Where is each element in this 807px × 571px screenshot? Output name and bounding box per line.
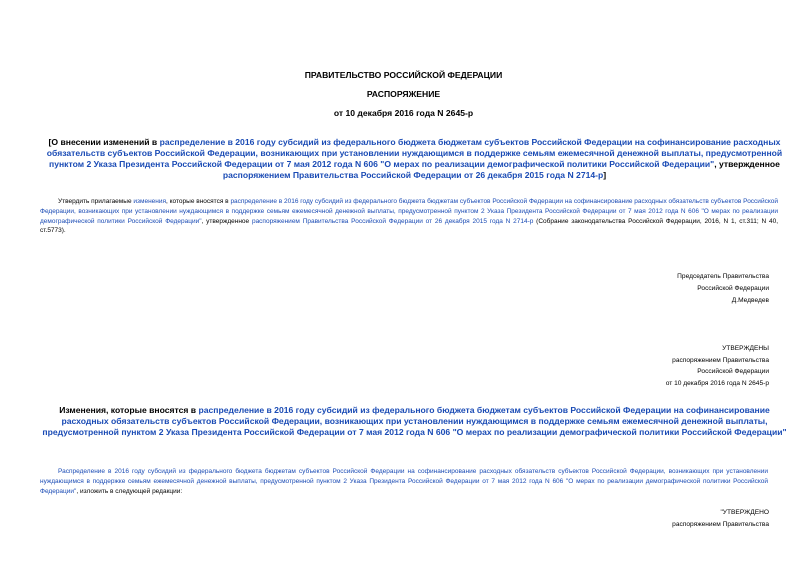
changes-title (38, 405, 791, 438)
para1-text-1: Утвердить прилагаемые (58, 198, 134, 205)
para1-text-3: , утвержденное (201, 217, 252, 225)
para1-link-order[interactable]: распоряжением Правительства Российской Федерации от 26 декабря 2015 года N 2714-р (251, 217, 534, 225)
para1-text-4: (Собрание законодательства Российской Федерации, 2016, N 1, ст.311; N 40, ст.5773). (40, 217, 778, 235)
document-type-heading: РАСПОРЯЖЕНИЕ (366, 89, 441, 99)
para2-text: , изложить в следующей редакции: (76, 487, 183, 495)
government-heading: ПРАВИТЕЛЬСТВО РОССИЙСКОЙ ФЕДЕРАЦИИ (304, 70, 503, 80)
changes-paragraph (40, 467, 768, 496)
main-paragraph (40, 197, 778, 236)
para1-link-distribution[interactable]: распределение в 2016 году субсидий из федерального бюджета бюджетам субъектов Российской Федерации на софинансирование расходных обязательств субъектов Российской Федерации, возникающих при установлении нуждающимся в поддержке семьям ежемесячной денежной выплаты, предусмотренной пунктом 2 Указа Президента Российской Федерации от 7 мая 2012 года N 606 "О мерах по реализации демографической политики Российской Федерации" (40, 198, 778, 225)
changes-title-prefix: Изменения, которые вносятся в (59, 405, 199, 415)
approved-country: Российской Федерации (697, 368, 769, 375)
approval-stamp (469, 343, 769, 389)
para2-link-distribution[interactable]: Распределение в 2016 году субсидий из федерального бюджета бюджетам субъектов Российской Федерации на софинансирование расходных обязательств субъектов Российской Федерации, возникающих при установлении нуждающимся в поддержке семьям ежемесячной денежной выплаты, предусмотренной пунктом 2 Указа Президента Российской Федерации от 7 мая 2012 года N 606 "О мерах по реализации демографической политики Российской Федерации" (40, 468, 768, 495)
approved-label: УТВЕРЖДЕНЫ (722, 345, 769, 352)
title-prefix: [О внесении изменений в (48, 137, 160, 147)
title-suffix: ] (603, 170, 607, 180)
signature-country: Российской Федерации (697, 285, 769, 292)
signature-block (469, 271, 769, 307)
para1-link-changes[interactable]: изменения (133, 198, 167, 205)
date-number-heading: от 10 декабря 2016 года N 2645-р (333, 108, 474, 118)
signature-name: Д.Медведев (731, 297, 769, 304)
approved-date: от 10 декабря 2016 года N 2645-р (665, 379, 769, 387)
title-link-order[interactable]: распоряжением Правительства Российской Федерации от 26 декабря 2015 года N 2714-р (222, 170, 604, 180)
approved2-label: "УТВЕРЖДЕНО (720, 509, 769, 516)
title-link-distribution[interactable]: распределение в 2016 году субсидий из федерального бюджета бюджетам субъектов Российской Федерации на софинансирование расходных обязательств субъектов Российской Федерации, возникающих при установлении нуждающимся в поддержке семьям ежемесячной денежной выплаты, предусмотренной пунктом 2 Указа Президента Российской Федерации от 7 мая 2012 года N 606 "О мерах по реализации демографической политики Российской Федерации" (46, 137, 783, 169)
approval-stamp-2 (469, 507, 769, 530)
title-middle: , утвержденное (714, 159, 780, 169)
para1-text-2: , которые вносятся в (166, 198, 231, 205)
changes-title-link[interactable]: распределение в 2016 году субсидий из федерального бюджета бюджетам субъектов Российской Федерации на софинансирование расходных обязательств субъектов Российской Федерации, возникающих при установлении нуждающимся в поддержке семьям ежемесячной денежной выплаты, предусмотренной пунктом 2 Указа Президента Российской Федерации от 7 мая 2012 года N 606 "О мерах по реализации демографической политики Российской Федерации" (42, 405, 787, 437)
approved-by: распоряжением Правительства (672, 356, 769, 364)
signature-position: Председатель Правительства (677, 273, 769, 280)
approved2-by: распоряжением Правительства (672, 520, 769, 528)
document-title (38, 137, 791, 181)
